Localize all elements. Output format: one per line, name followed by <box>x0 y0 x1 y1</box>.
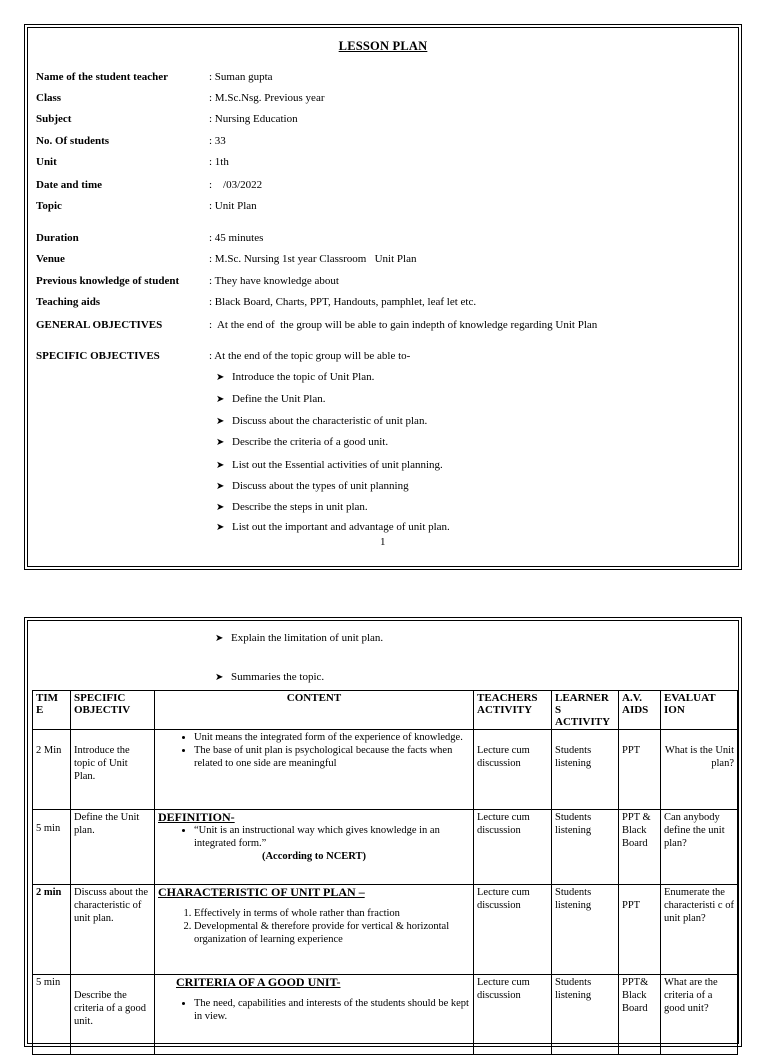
field-label-duration: Duration <box>36 232 79 244</box>
objective-item <box>216 459 443 471</box>
field-label-date: Date and time <box>36 179 102 191</box>
arrow-bullet-icon: ➤ <box>216 437 225 448</box>
objective-text: List out the Essential activities of unit planning. <box>232 459 443 471</box>
objective-text: List out the important and advantage of unit plan. <box>232 521 450 533</box>
objective-item <box>216 371 374 383</box>
objective-item <box>215 671 324 683</box>
header-teachers-activity: TEACHERS ACTIVITY <box>474 691 552 730</box>
content-bullet: • The need, capabilities and interests of the students should be kept in view. <box>194 997 470 1023</box>
field-value-previous-knowledge: : They have knowledge about <box>209 275 339 287</box>
cell-evaluation: What is the Unit plan? <box>661 730 738 810</box>
cell-evaluation: Can anybody define the unit plan? <box>661 810 738 885</box>
cell-av-aids: PPT& Black Board <box>619 975 661 1055</box>
page-number: 1 <box>380 536 386 548</box>
content-numbered-item: 1. Effectively in terms of whole rather than fraction <box>194 907 470 920</box>
header-specific-objective: SPECIFIC OBJECTIV <box>71 691 155 730</box>
cell-learner-activity: Students listening <box>552 810 619 885</box>
lesson-plan-table <box>32 690 738 1055</box>
objective-item <box>216 480 409 492</box>
cell-evaluation: Enumerate the characteristi c of unit plan? <box>661 885 738 975</box>
field-label-previous-knowledge: Previous knowledge of student <box>36 275 180 287</box>
field-value-specific-objectives: : At the end of the topic group will be able to- <box>209 350 411 362</box>
objective-text: Explain the limitation of unit plan. <box>231 632 384 644</box>
field-value-duration: : 45 minutes <box>209 232 264 244</box>
table-row <box>33 975 738 1055</box>
cell-evaluation: What are the criteria of a good unit? <box>661 975 738 1055</box>
cell-teacher-activity: Lecture cum discussion <box>474 810 552 885</box>
field-value-students: : 33 <box>209 135 226 147</box>
cell-av-aids: PPT <box>619 885 661 975</box>
field-label-venue: Venue <box>36 253 65 265</box>
field-label-students: No. Of students <box>36 135 110 147</box>
header-av-aids: A.V. AIDS <box>619 691 661 730</box>
field-value-subject: : Nursing Education <box>209 113 298 125</box>
cell-av-aids: PPT <box>619 730 661 810</box>
arrow-bullet-icon: ➤ <box>216 522 225 533</box>
cell-objective: Introduce the topic of Unit Plan. <box>71 730 155 810</box>
objective-text: Discuss about the types of unit planning <box>232 480 409 492</box>
objective-item <box>216 501 368 513</box>
objective-text: Summaries the topic. <box>231 671 325 683</box>
arrow-bullet-icon: ➤ <box>216 372 225 383</box>
cell-teacher-activity: Lecture cum discussion <box>474 730 552 810</box>
header-evaluation: EVALUAT ION <box>661 691 738 730</box>
content-citation: (According to NCERT) <box>261 851 367 862</box>
cell-content <box>155 885 474 975</box>
field-value-unit: : 1th <box>209 156 229 168</box>
content-bullet: • The base of unit plan is psychological because the facts when related to one side are meaningful <box>194 744 470 770</box>
cell-teacher-activity: Lecture cum discussion <box>474 885 552 975</box>
cell-time-text: 2 min <box>36 887 62 898</box>
field-value-student-teacher: : Suman gupta <box>209 71 273 83</box>
field-label-topic: Topic <box>36 200 62 212</box>
field-label-unit: Unit <box>36 156 57 168</box>
content-bullet: • “Unit is an instructional way which gives knowledge in an integrated form.” <box>194 824 470 850</box>
header-time: TIM E <box>33 691 71 730</box>
cell-objective: Describe the criteria of a good unit. <box>71 975 155 1055</box>
objective-item <box>216 436 388 448</box>
cell-time: 5 min <box>33 810 71 885</box>
content-heading: DEFINITION- <box>158 810 235 824</box>
cell-time: 2 Min <box>33 730 71 810</box>
cell-content <box>155 810 474 885</box>
arrow-bullet-icon: ➤ <box>215 633 224 644</box>
arrow-bullet-icon: ➤ <box>216 394 225 405</box>
objective-item <box>216 521 450 533</box>
cell-time <box>33 885 71 975</box>
cell-learner-activity: Students listening <box>552 975 619 1055</box>
lesson-plan-page-1 <box>24 24 742 570</box>
field-value-date: : /03/2022 <box>209 179 263 191</box>
objective-text: Introduce the topic of Unit Plan. <box>232 371 375 383</box>
field-value-topic: : Unit Plan <box>209 200 257 212</box>
objective-text: Describe the steps in unit plan. <box>232 501 368 513</box>
cell-time: 5 min <box>33 975 71 1055</box>
field-label-subject: Subject <box>36 113 72 125</box>
field-label-student-teacher: Name of the student teacher <box>36 71 168 83</box>
field-value-general-objectives: : At the end of the group will be able to gain indepth of knowledge regarding Unit Plan <box>209 319 598 331</box>
table-row <box>33 885 738 975</box>
cell-content <box>155 730 474 810</box>
objective-text: Define the Unit Plan. <box>232 393 326 405</box>
table-header-row <box>33 691 738 730</box>
header-content: CONTENT <box>155 691 474 730</box>
arrow-bullet-icon: ➤ <box>216 460 225 471</box>
content-numbered-item: 2. Developmental & therefore provide for vertical & horizontal organization of learning experience <box>194 920 470 946</box>
cell-learner-activity: Students listening <box>552 730 619 810</box>
arrow-bullet-icon: ➤ <box>215 672 224 683</box>
page-title: LESSON PLAN <box>338 39 428 53</box>
objective-item <box>215 632 383 644</box>
lesson-plan-page-2 <box>24 617 742 1047</box>
cell-content <box>155 975 474 1055</box>
field-label-teaching-aids: Teaching aids <box>36 296 101 308</box>
objective-text: Describe the criteria of a good unit. <box>232 436 389 448</box>
header-learners-activity: LEARNER S ACTIVITY <box>552 691 619 730</box>
field-label-class: Class <box>36 92 62 104</box>
cell-learner-activity: Students listening <box>552 885 619 975</box>
content-heading: CRITERIA OF A GOOD UNIT- <box>176 975 341 989</box>
table-row <box>33 730 738 810</box>
table-row <box>33 810 738 885</box>
content-bullet: • Unit means the integrated form of the experience of knowledge. <box>194 731 470 744</box>
cell-av-aids: PPT & Black Board <box>619 810 661 885</box>
arrow-bullet-icon: ➤ <box>216 481 225 492</box>
objective-text: Discuss about the characteristic of unit plan. <box>232 415 428 427</box>
cell-objective: Discuss about the characteristic of unit plan. <box>71 885 155 975</box>
field-label-general-objectives: GENERAL OBJECTIVES <box>36 319 163 331</box>
content-heading: CHARACTERISTIC OF UNIT PLAN – <box>158 885 365 899</box>
objective-item <box>216 415 427 427</box>
field-value-teaching-aids: : Black Board, Charts, PPT, Handouts, pamphlet, leaf let etc. <box>209 296 477 308</box>
field-value-venue: : M.Sc. Nursing 1st year Classroom Unit Plan <box>209 253 417 265</box>
objective-item <box>216 393 325 405</box>
arrow-bullet-icon: ➤ <box>216 416 225 427</box>
arrow-bullet-icon: ➤ <box>216 502 225 513</box>
field-label-specific-objectives: SPECIFIC OBJECTIVES <box>36 350 160 362</box>
cell-teacher-activity: Lecture cum discussion <box>474 975 552 1055</box>
field-value-class: : M.Sc.Nsg. Previous year <box>209 92 325 104</box>
cell-objective: Define the Unit plan. <box>71 810 155 885</box>
